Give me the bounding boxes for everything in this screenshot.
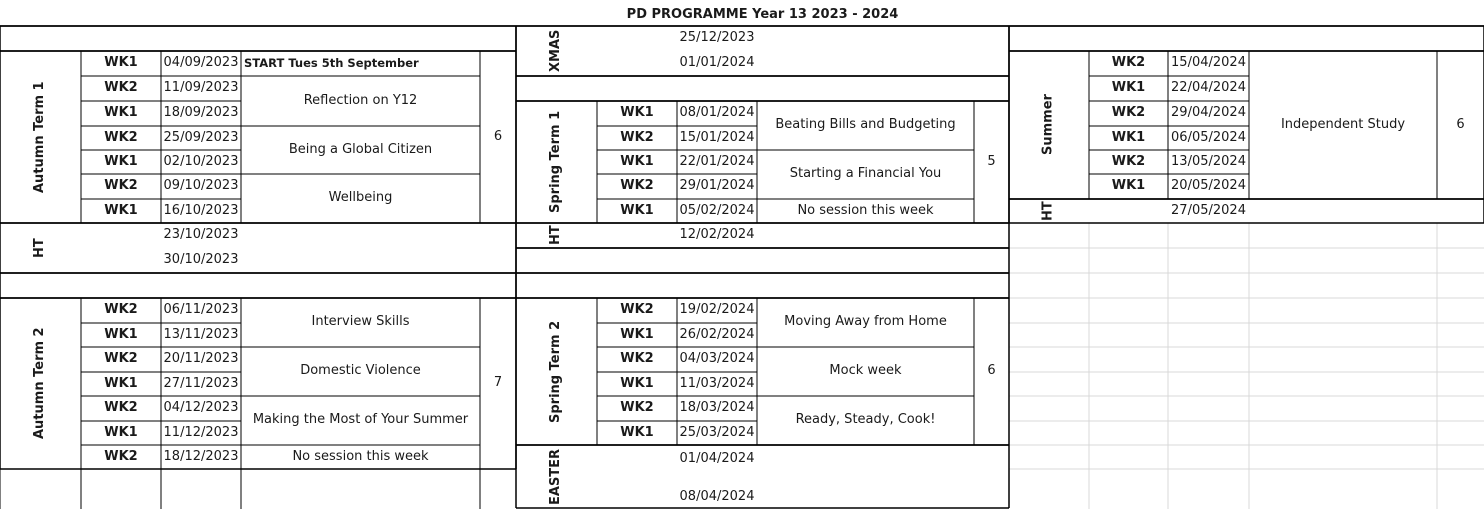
spring1-topic-budgeting: Beating Bills and Budgeting [775,117,956,133]
autumn1-week-date: 18/09/2023 [163,105,239,121]
spring1-week-date: 15/01/2024 [679,129,755,145]
autumn1-topic-start: START Tues 5th September [244,55,419,70]
spring2-session-count: 6 [987,363,996,379]
spring1-week-code: WK1 [620,202,654,218]
spring1-week-code: WK1 [620,105,654,121]
autumn1-term-label: Autumn Term 1 [32,81,48,193]
autumn2-week-date: 06/11/2023 [163,302,239,318]
autumn2-session-count: 7 [493,375,503,391]
spring1-week-date: 22/01/2024 [679,153,755,169]
spring2-week-date: 18/03/2024 [679,400,755,416]
spring2-week-code: WK2 [620,351,654,367]
summer-session-count: 6 [1456,116,1465,132]
christmas-date: 25/12/2023 [679,30,755,46]
summer-week-date: 20/05/2024 [1171,178,1246,194]
autumn1-week-date: 25/09/2023 [163,129,239,145]
summer-week-date: 13/05/2024 [1171,153,1246,169]
half-term-label: HT [32,238,48,258]
autumn2-topic-interview: Interview Skills [311,314,410,330]
spring1-week-date: 08/01/2024 [679,105,755,121]
spring2-term-label: Spring Term 2 [548,320,564,423]
half-term-date: 12/02/2024 [679,227,755,243]
summer-week-code: WK1 [1111,129,1146,145]
summer-week-code: WK2 [1111,55,1146,71]
summer-week-code: WK2 [1111,153,1146,169]
spring2-topic-mock-week: Mock week [829,363,902,379]
autumn1-week-date: 02/10/2023 [163,153,239,169]
autumn2-week-date: 27/11/2023 [163,375,239,391]
spring2-topic-moving-home: Moving Away from Home [784,314,947,330]
autumn2-week-date: 13/11/2023 [163,326,239,342]
spring2-week-code: WK1 [620,424,654,440]
easter-date: 08/04/2024 [679,488,755,504]
autumn2-week-code: WK1 [104,326,138,342]
autumn2-topic-no-session: No session this week [292,448,429,464]
spring1-week-code: WK1 [620,153,654,169]
spring2-week-code: WK1 [620,375,654,391]
summer-week-code: WK1 [1111,80,1146,96]
spring2-week-date: 19/02/2024 [679,302,755,318]
autumn2-week-date: 20/11/2023 [163,351,239,367]
summer-topic-independent-study: Independent Study [1280,116,1406,132]
autumn2-week-code: WK1 [104,375,138,391]
autumn2-week-code: WK2 [104,351,138,367]
christmas-date: 01/01/2024 [679,55,755,71]
autumn1-topic-wellbeing: Wellbeing [328,190,393,206]
autumn2-week-code: WK1 [104,424,138,440]
easter-date: 01/04/2024 [679,450,755,466]
spring2-week-date: 04/03/2024 [679,351,755,367]
autumn2-week-code: WK2 [104,302,138,318]
spring1-term-label: Spring Term 1 [548,110,564,214]
autumn1-week-code: WK1 [104,55,138,71]
spring2-week-date: 11/03/2024 [679,375,755,391]
spring1-topic-no-session: No session this week [797,202,934,218]
autumn1-week-code: WK1 [104,105,138,121]
autumn2-topic-domestic-violence: Domestic Violence [300,363,421,379]
summer-week-date: 06/05/2024 [1171,129,1246,145]
half-term-date: 30/10/2023 [163,252,239,268]
summer-term-label: Summer [1040,94,1056,156]
spring1-week-code: WK2 [620,129,654,145]
autumn1-week-code: WK2 [104,178,138,194]
autumn1-week-code: WK2 [104,80,138,96]
autumn1-week-date: 16/10/2023 [163,202,239,218]
summer-week-date: 22/04/2024 [1171,80,1246,96]
easter-label: EASTER [548,448,564,506]
autumn1-week-date: 11/09/2023 [163,80,239,96]
spring2-week-date: 26/02/2024 [679,326,755,342]
autumn1-topic-global-citizen: Being a Global Citizen [288,141,433,157]
spring1-week-date: 05/02/2024 [679,202,755,218]
spring2-week-date: 25/03/2024 [679,424,755,440]
autumn1-week-code: WK2 [104,129,138,145]
autumn1-session-count: 6 [493,128,503,144]
half-term-date: 27/05/2024 [1171,202,1246,218]
spring1-week-date: 29/01/2024 [679,178,755,194]
spring1-session-count: 5 [987,153,996,169]
spring2-week-code: WK2 [620,302,654,318]
autumn2-topic-summer: Making the Most of Your Summer [252,412,469,428]
sheet-title: PD PROGRAMME Year 13 2023 - 2024 [626,6,899,22]
christmas-label: XMAS [548,29,564,73]
spring1-topic-financial: Starting a Financial You [789,166,942,182]
autumn1-week-code: WK1 [104,153,138,169]
summer-week-date: 29/04/2024 [1171,105,1246,121]
autumn1-week-code: WK1 [104,202,138,218]
half-term-label: HT [548,225,564,246]
spring2-week-code: WK1 [620,326,654,342]
half-term-date: 23/10/2023 [163,227,239,243]
autumn2-week-code: WK2 [104,400,138,416]
autumn1-topic-reflection: Reflection on Y12 [303,92,418,108]
spring2-week-code: WK2 [620,400,654,416]
autumn2-week-date: 11/12/2023 [163,424,239,440]
autumn2-week-code: WK2 [104,448,138,464]
autumn1-week-date: 09/10/2023 [163,178,239,194]
summer-week-code: WK1 [1111,178,1146,194]
spring2-topic-cooking: Ready, Steady, Cook! [795,412,936,428]
autumn2-term-label: Autumn Term 2 [32,327,48,440]
autumn2-week-date: 18/12/2023 [163,448,239,464]
autumn2-week-date: 04/12/2023 [163,400,239,416]
summer-week-date: 15/04/2024 [1171,55,1246,71]
spring1-week-code: WK2 [620,178,654,194]
half-term-label: HT [1040,201,1056,221]
summer-week-code: WK2 [1111,105,1146,121]
autumn1-week-date: 04/09/2023 [163,55,239,71]
